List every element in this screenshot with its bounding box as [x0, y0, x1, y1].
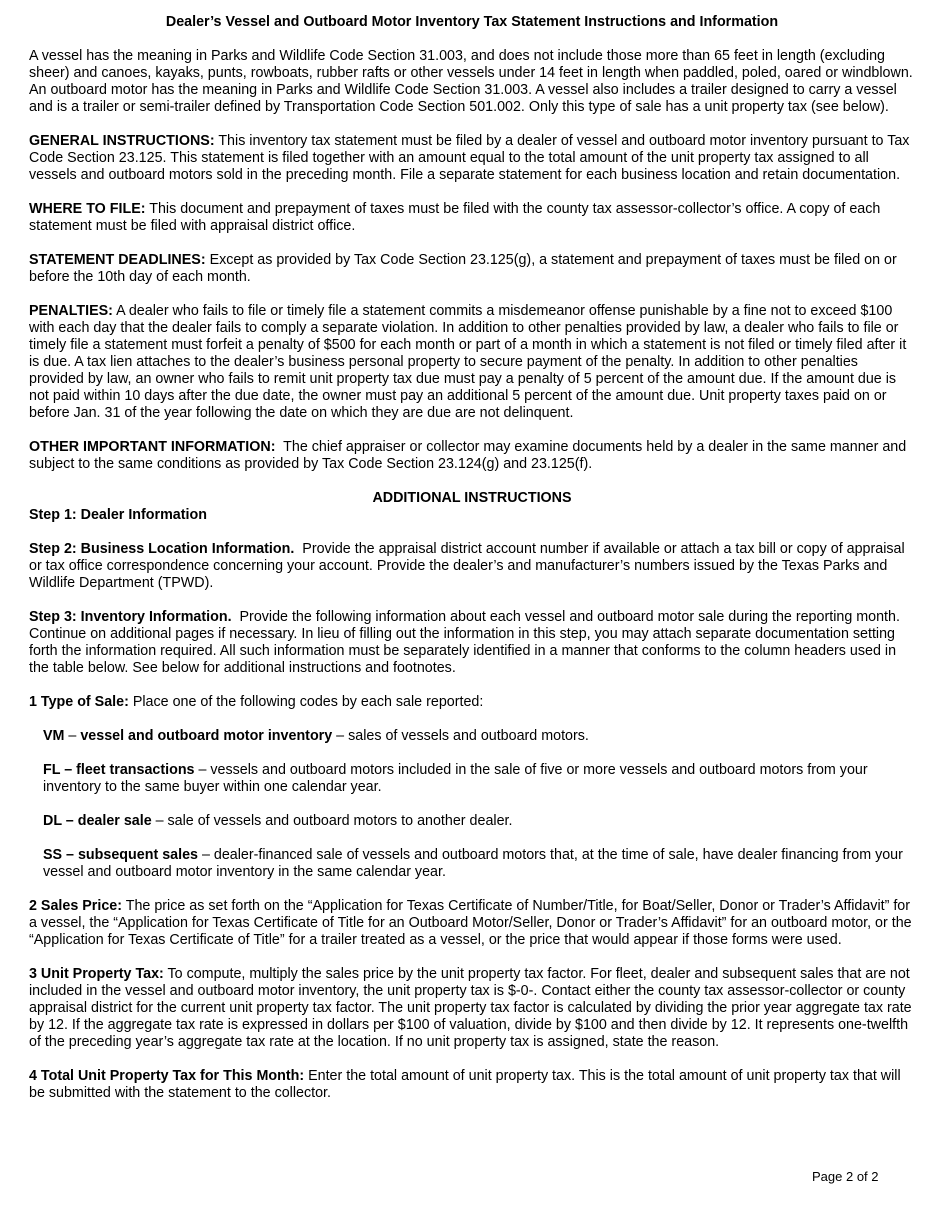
code-name: subsequent sales — [77, 847, 198, 863]
where-heading: WHERE TO FILE: — [29, 201, 146, 217]
code-label: VM — [43, 728, 65, 744]
where-text: This document and prepayment of taxes must be filed with the county tax assessor-collector’s office. A copy of each statement must be filed with appraisal district office. — [29, 201, 881, 234]
code-description: – sale of vessels and outboard motors to another dealer. — [151, 813, 513, 829]
step1-heading: Step 1: Dealer Information — [29, 507, 207, 523]
code-name: dealer sale — [77, 813, 152, 829]
sales-price-text: The price as set forth on the “Application for Texas Certificate of Number/Title, for Boat/Seller, Donor or Trader’s Affidavit” for a vessel, the “Application for Texas Certificate of Title for an Outboard Motor/Seller, Donor or Trader’s Affidavit” for an outboard motor, or the “Application for Texas Certificate of Title” for a trailer treated as a vessel, or the price that would appear if those forms were used. — [29, 898, 912, 948]
penalties-heading: PENALTIES: — [29, 303, 113, 319]
total-tax-heading: 4 Total Unit Property Tax for This Month: — [29, 1068, 305, 1084]
step2 — [29, 541, 915, 592]
code-fl — [43, 762, 915, 796]
code-label: DL — [43, 813, 62, 829]
code-ss — [43, 847, 915, 881]
step3-text: Provide the following information about each vessel and outboard motor sale during the reporting month. Continue on additional pages if necessary. In lieu of filling out the information in this step, you may attach separate documentation setting forth the information required. All such information must be separately identified in a manner that conforms to the column headers used in the table below. See below for additional instructions and footnotes. — [29, 609, 900, 676]
where-to-file — [29, 201, 915, 235]
intro-paragraph: A vessel has the meaning in Parks and Wildlife Code Section 31.003, and does not include those more than 65 feet in length (excluding sheer) and canoes, kayaks, punts, rowboats, rubber rafts or other vessels under 14 feet in length when paddled, poled, oared or windblown. An outboard motor has the meaning in Parks and Wildlife Code Section 31.003. A vessel also includes a trailer designed to carry a vessel and is a trailer or semi-trailer defined by Transportation Code Section 501.002. Only this type of sale has a unit property tax (see below). — [29, 48, 913, 115]
code-description: – dealer-financed sale of vessels and outboard motors that, at the time of sale, have dealer financing from your vessel and outboard motor inventory in the same calendar year. — [43, 847, 903, 880]
type-of-sale-heading: 1 Type of Sale: — [29, 694, 129, 710]
page-number: Page 2 of 2 — [812, 1169, 879, 1184]
unit-property-tax — [29, 966, 915, 1051]
other-important-information — [29, 439, 915, 473]
code-description: – sales of vessels and outboard motors. — [332, 728, 589, 744]
unit-tax-heading: 3 Unit Property Tax: — [29, 966, 164, 982]
type-of-sale-text: Place one of the following codes by each sale reported: — [132, 694, 484, 710]
code-separator: – — [60, 762, 77, 778]
step3 — [29, 609, 915, 677]
document-page — [29, 14, 915, 1119]
step2-text: Provide the appraisal district account number if available or attach a tax bill or copy of appraisal or tax office correspondence concerning your account. Provide the dealer’s and manufacturer’s numbers issued by the Texas Parks and Wildlife Department (TPWD). — [29, 541, 905, 591]
code-separator: – — [62, 847, 78, 863]
page-title: Dealer’s Vessel and Outboard Motor Inventory Tax Statement Instructions and Information — [165, 14, 779, 30]
deadlines-text: Except as provided by Tax Code Section 23.125(g), a statement and prepayment of taxes must be filed on or before the 10th day of each month. — [29, 252, 897, 285]
general-heading: GENERAL INSTRUCTIONS: — [29, 133, 215, 149]
total-unit-property-tax — [29, 1068, 915, 1102]
code-label: FL — [43, 762, 61, 778]
step3-heading: Step 3: Inventory Information. — [29, 609, 232, 625]
code-description: – vessels and outboard motors included in the sale of five or more vessels and outboard motors from your inventory to the same buyer within one calendar year. — [43, 762, 868, 795]
deadlines-heading: STATEMENT DEADLINES: — [29, 252, 206, 268]
other-heading: OTHER IMPORTANT INFORMATION: — [29, 439, 276, 455]
general-instructions — [29, 133, 915, 184]
code-separator: – — [61, 813, 78, 829]
sales-price-heading: 2 Sales Price: — [29, 898, 122, 914]
sales-price — [29, 898, 915, 949]
code-name: vessel and outboard motor inventory — [80, 728, 333, 744]
type-of-sale — [29, 694, 915, 711]
penalties-text: A dealer who fails to file or timely file a statement commits a misdemeanor offense punishable by a fine not to exceed $100 with each day that the dealer fails to comply a separate violation. In addition to other penalties provided by law, a dealer who fails to file or timely file a statement must forfeit a penalty of $500 for each month or part of a month in which a statement is not filed or timely filed after it is due. A tax lien attaches to the dealer’s business personal property to secure payment of the penalty. In addition to other penalties provided by law, an owner who fails to remit unit property tax due must pay a penalty of 5 percent of the amount due. If the amount due is not paid within 10 days after the due date, the owner must pay an additional 5 percent of the amount due. Unit property taxes paid on or before Jan. 31 of the year following the date on which they are due are not delinquent. — [29, 303, 907, 421]
code-separator: – — [64, 728, 81, 744]
other-text: The chief appraiser or collector may examine documents held by a dealer in the same manner and subject to the same conditions as provided by Tax Code Section 23.124(g) and 23.125(f). — [29, 439, 907, 472]
penalties — [29, 303, 915, 422]
statement-deadlines — [29, 252, 915, 286]
code-vm — [43, 728, 915, 745]
code-name: fleet transactions — [76, 762, 195, 778]
code-dl — [43, 813, 915, 830]
total-tax-text: Enter the total amount of unit property tax. This is the total amount of unit property tax that will be submitted with the statement to the collector. — [29, 1068, 901, 1101]
step2-heading: Step 2: Business Location Information. — [29, 541, 295, 557]
additional-instructions-heading: ADDITIONAL INSTRUCTIONS — [372, 490, 572, 506]
general-text: This inventory tax statement must be filed by a dealer of vessel and outboard motor inventory pursuant to Tax Code Section 23.125. This statement is filed together with an amount equal to the total amount of the unit property tax assigned to all vessels and outboard motors sold in the preceding month. File a separate statement for each business location and retain documentation. — [29, 133, 910, 183]
unit-tax-text: To compute, multiply the sales price by the unit property tax factor. For fleet, dealer and subsequent sales that are not included in the vessel and outboard motor inventory, the unit property tax is $-0-. Contact either the county tax assessor-collector or county appraisal district for the current unit property tax factor. The unit property tax factor is calculated by dividing the prior year aggregate tax rate by 12. If the aggregate tax rate is expressed in dollars per $100 of valuation, divide by $100 and then divide by 12. It represents one-twelfth of the preceding year’s aggregate tax rate at the location. If no unit property tax is assigned, state the reason. — [29, 966, 912, 1050]
code-label: SS — [43, 847, 63, 863]
